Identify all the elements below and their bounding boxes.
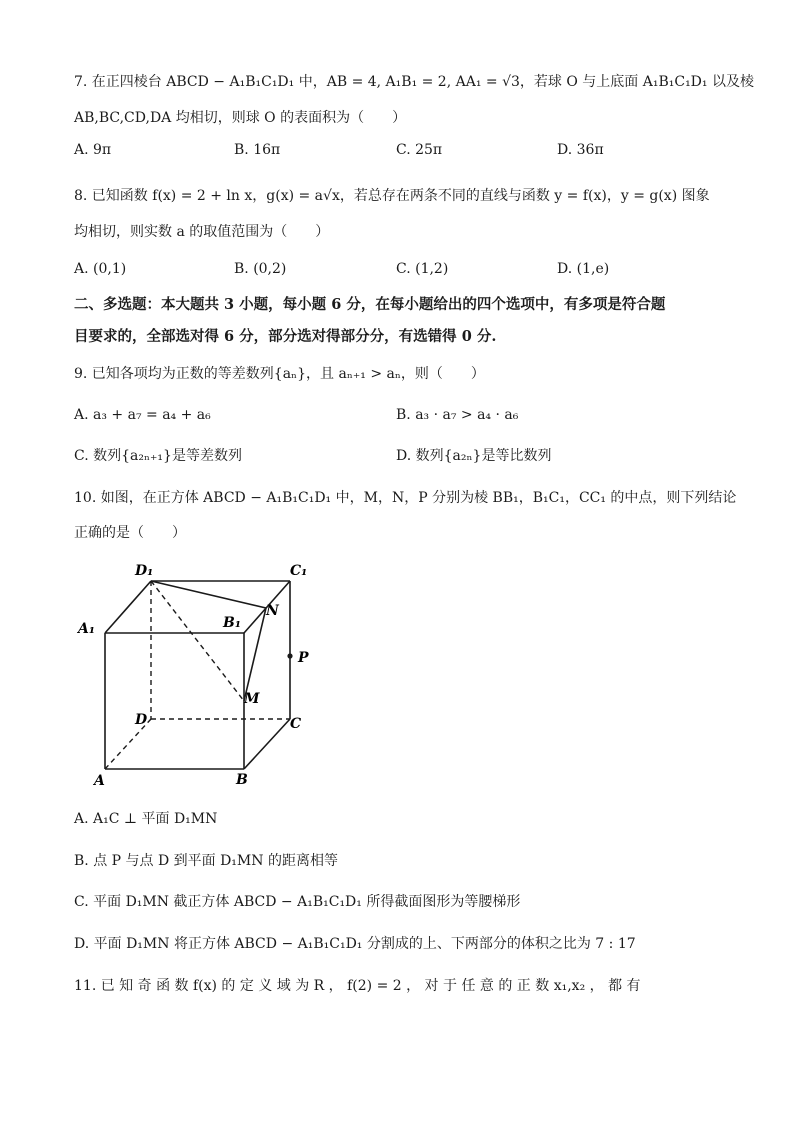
q9-option-b: B. a₃ · a₇ > a₄ · a₆ xyxy=(396,407,519,423)
edge-B-C xyxy=(244,719,290,769)
label-C1: C₁ xyxy=(290,563,308,579)
q10-stem-line2: 正确的是（ ） xyxy=(74,525,186,541)
point-P-dot xyxy=(287,653,292,658)
q11-stem-line1: 11. 已 知 奇 函 数 f(x) 的 定 义 域 为 R ， f(2) = 2 ， 对 于 任 意 的 正 数 x₁,x₂ ， 都 有 xyxy=(74,978,641,994)
q8-stem-line1: 8. 已知函数 f(x) = 2 + ln x，g(x) = a√x，若总存在两条不同的直线与函数 y = f(x)，y = g(x) 图象 xyxy=(74,188,710,204)
q10-stem-line1: 10. 如图，在正方体 ABCD − A₁B₁C₁D₁ 中，M，N，P 分别为棱 BB₁，B₁C₁，CC₁ 的中点，则下列结论 xyxy=(74,490,737,506)
q9-option-d: D. 数列{a₂ₙ}是等比数列 xyxy=(396,448,552,464)
q8-option-c: C. (1,2) xyxy=(396,261,449,277)
label-B1: B₁ xyxy=(223,615,241,631)
q8-stem-line2: 均相切，则实数 a 的取值范围为（ ） xyxy=(74,224,330,240)
q7-stem-line2: AB,BC,CD,DA 均相切，则球 O 的表面积为（ ） xyxy=(74,110,407,126)
label-A1: A₁ xyxy=(78,621,95,637)
label-C: C xyxy=(290,716,302,732)
q7-stem-line1: 7. 在正四棱台 ABCD − A₁B₁C₁D₁ 中，AB = 4, A₁B₁ = 2, AA₁ = √3，若球 O 与上底面 A₁B₁C₁D₁ 以及棱 xyxy=(74,74,754,90)
q7-option-c: C. 25π xyxy=(396,142,443,158)
q9-option-c: C. 数列{a₂ₙ₊₁}是等差数列 xyxy=(74,448,242,464)
label-D: D xyxy=(135,712,148,728)
section2-heading-line1: 二、多选题：本大题共 3 小题，每小题 6 分，在每小题给出的四个选项中，有多项是符合题 xyxy=(74,296,666,313)
label-A: A xyxy=(94,773,105,789)
q9-option-a: A. a₃ + a₇ = a₄ + a₆ xyxy=(74,407,211,423)
q7-option-d: D. 36π xyxy=(557,142,604,158)
label-D1: D₁ xyxy=(135,563,154,579)
q10-option-c: C. 平面 D₁MN 截正方体 ABCD − A₁B₁C₁D₁ 所得截面图形为等腰梯形 xyxy=(74,894,521,910)
q8-option-b: B. (0,2) xyxy=(234,261,287,277)
label-B: B xyxy=(236,772,248,788)
q10-option-d: D. 平面 D₁MN 将正方体 ABCD − A₁B₁C₁D₁ 分割成的上、下两部分的体积之比为 7 : 17 xyxy=(74,936,636,952)
q7-option-b: B. 16π xyxy=(234,142,281,158)
edge-A1-D1 xyxy=(105,581,151,633)
section2-heading-line2: 目要求的，全部选对得 6 分，部分选对得部分分，有选错得 0 分. xyxy=(74,328,497,345)
q9-stem: 9. 已知各项均为正数的等差数列{aₙ}，且 aₙ₊₁ > aₙ，则（ ） xyxy=(74,366,485,382)
segment-N-M xyxy=(244,608,266,701)
q8-option-a: A. (0,1) xyxy=(74,261,127,277)
q10-option-b: B. 点 P 与点 D 到平面 D₁MN 的距离相等 xyxy=(74,853,338,869)
q8-option-d: D. (1,e) xyxy=(557,261,610,277)
label-P: P xyxy=(298,650,309,666)
label-M: M xyxy=(244,691,260,707)
cube-figure xyxy=(70,556,330,796)
label-N: N xyxy=(266,603,279,619)
q10-option-a: A. A₁C ⊥ 平面 D₁MN xyxy=(74,811,218,827)
q7-option-a: A. 9π xyxy=(74,142,112,158)
